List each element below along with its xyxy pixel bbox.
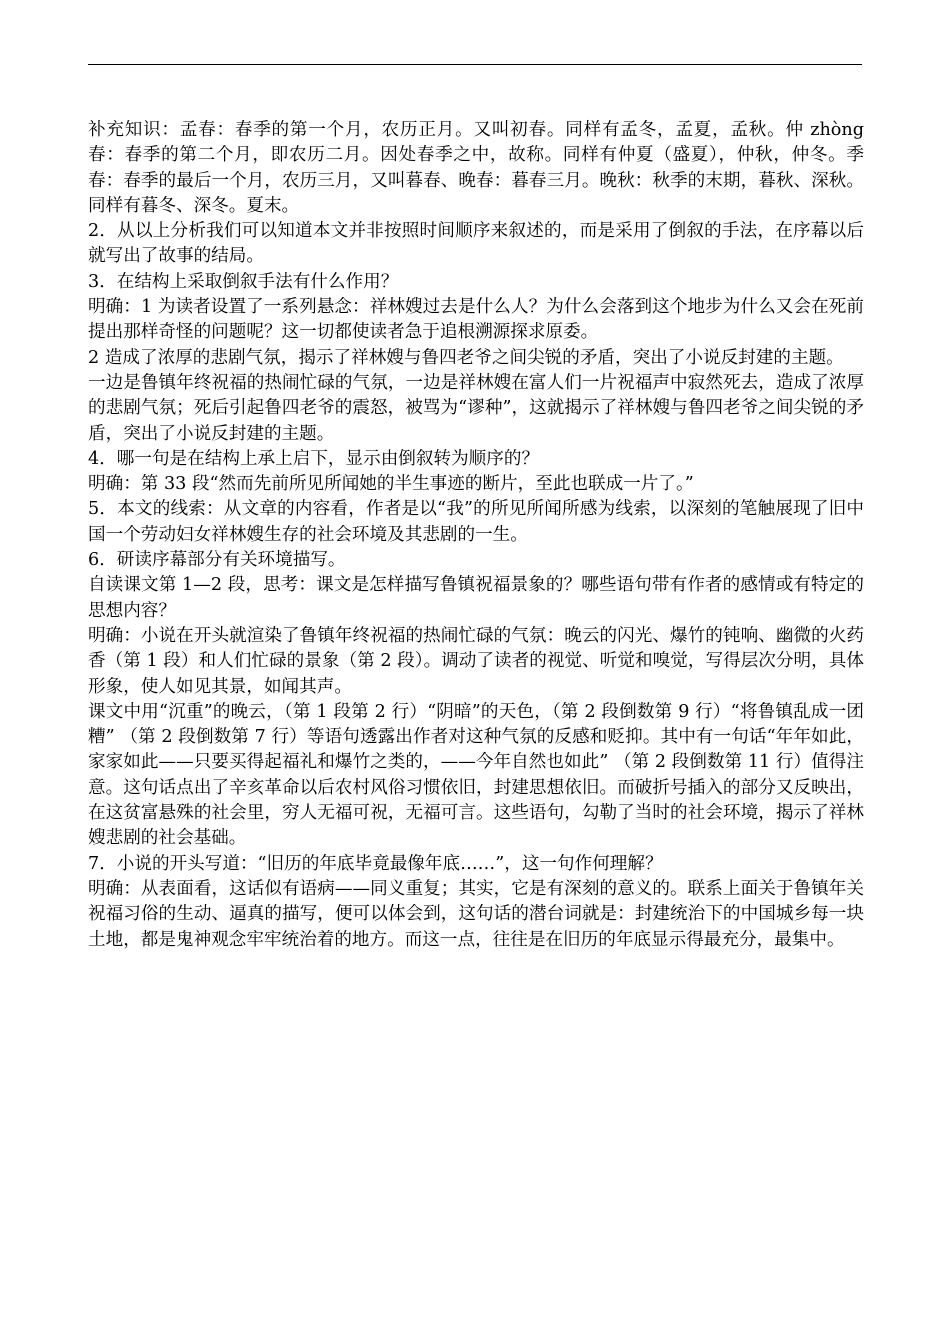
paragraph-point-5: 5．本文的线索：从文章的内容看，作者是以“我”的所见所闻所感为线索，以深刻的笔触展现了旧中国一个劳动妇女祥林嫂生存的社会环境及其悲剧的一生。: [88, 499, 864, 545]
paragraph-answer-3-2: 2 造成了浓厚的悲剧气氛，揭示了祥林嫂与鲁四老爷之间尖锐的矛盾，突出了小说反封建的主题。: [88, 347, 844, 368]
paragraph-question-3: 3．在结构上采取倒叙手法有什么作用？: [88, 271, 399, 292]
paragraph-answer-3-1: 明确：1 为读者设置了一系列悬念：祥林嫂过去是什么人？为什么会落到这个地步为什么又会在死前提出那样奇怪的问题呢？这一切都使读者急于追根溯源探求原委。: [88, 297, 864, 343]
document-body: [88, 118, 864, 953]
paragraph-point-2: 2．从以上分析我们可以知道本文并非按照时间顺序来叙述的，而是采用了倒叙的手法，在序幕以后就写出了故事的结局。: [88, 221, 864, 267]
paragraph-answer-6-detail: 课文中用“沉重”的晚云，（第 1 段第 2 行）“阴暗”的天色，（第 2 段倒数第 9 行）“将鲁镇乱成一团糟” （第 2 段倒数第 7 行）等语句透露出作者对这种气氛的反感和贬抑。其中有一句话“年年如此，家家如此——只要买得起福礼和爆竹之类的，——今年自然也如此” （第 2 段倒数第 11 行）值得注意。这句话点出了辛亥革命以后农村风俗习惯依旧，封建思想依旧。而破折号插入的部分又反映出，在这贫富悬殊的社会里，穷人无福可祝，无福可言。这些语句，勾勒了当时的社会环境，揭示了祥林嫂悲剧的社会基础。: [88, 701, 864, 849]
paragraph-answer-7: 明确：从表面看，这话似有语病——同义重复；其实，它是有深刻的意义的。联系上面关于鲁镇年关祝福习俗的生动、逼真的描写，便可以体会到，这句话的潜台词就是：封建统治下的中国城乡每一块土地，都是鬼神观念牢牢统治着的地方。而这一点，往往是在旧历的年底显示得最充分，最集中。: [88, 878, 864, 950]
paragraph-question-4: 4．哪一句是在结构上承上启下，显示由倒叙转为顺序的？: [88, 448, 540, 469]
paragraph-point-6: 6．研读序幕部分有关环境描写。: [88, 550, 346, 571]
paragraph-question-7: 7．小说的开头写道：“旧历的年底毕竟最像年底……”，这一句作何理解？: [88, 853, 663, 874]
paragraph-supplement-knowledge: 补充知识：孟春：春季的第一个月，农历正月。又叫初春。同样有孟冬，孟夏，孟秋。仲 zhòng 春：春季的第二个月，即农历二月。因处春季之中，故称。同样有仲夏（盛夏），仲秋，仲冬。季春：春季的最后一个月，农历三月，又叫暮春、晚春：暮春三月。晚秋：秋季的末期，暮秋、深秋。同样有暮冬、深冬。夏末。: [88, 120, 864, 216]
header-rule: [88, 64, 862, 65]
paragraph-question-6: 自读课文第 1—2 段，思考：课文是怎样描写鲁镇祝福景象的？哪些语句带有作者的感情或有特定的思想内容？: [88, 575, 864, 621]
paragraph-answer-3-detail: 一边是鲁镇年终祝福的热闹忙碌的气氛，一边是祥林嫂在富人们一片祝福声中寂然死去，造成了浓厚的悲剧气氛；死后引起鲁四老爷的震怒，被骂为“谬种”，这就揭示了祥林嫂与鲁四老爷之间尖锐的矛盾，突出了小说反封建的主题。: [88, 372, 864, 444]
paragraph-answer-6: 明确：小说在开头就渲染了鲁镇年终祝福的热闹忙碌的气氛：晚云的闪光、爆竹的钝响、幽微的火药香（第 1 段）和人们忙碌的景象（第 2 段）。调动了读者的视觉、听觉和嗅觉，写得层次分明，具体形象，使人如见其景，如闻其声。: [88, 625, 864, 697]
paragraph-answer-4: 明确：第 33 段“然而先前所见所闻她的半生事迹的断片，至此也联成一片了。”: [88, 474, 694, 495]
